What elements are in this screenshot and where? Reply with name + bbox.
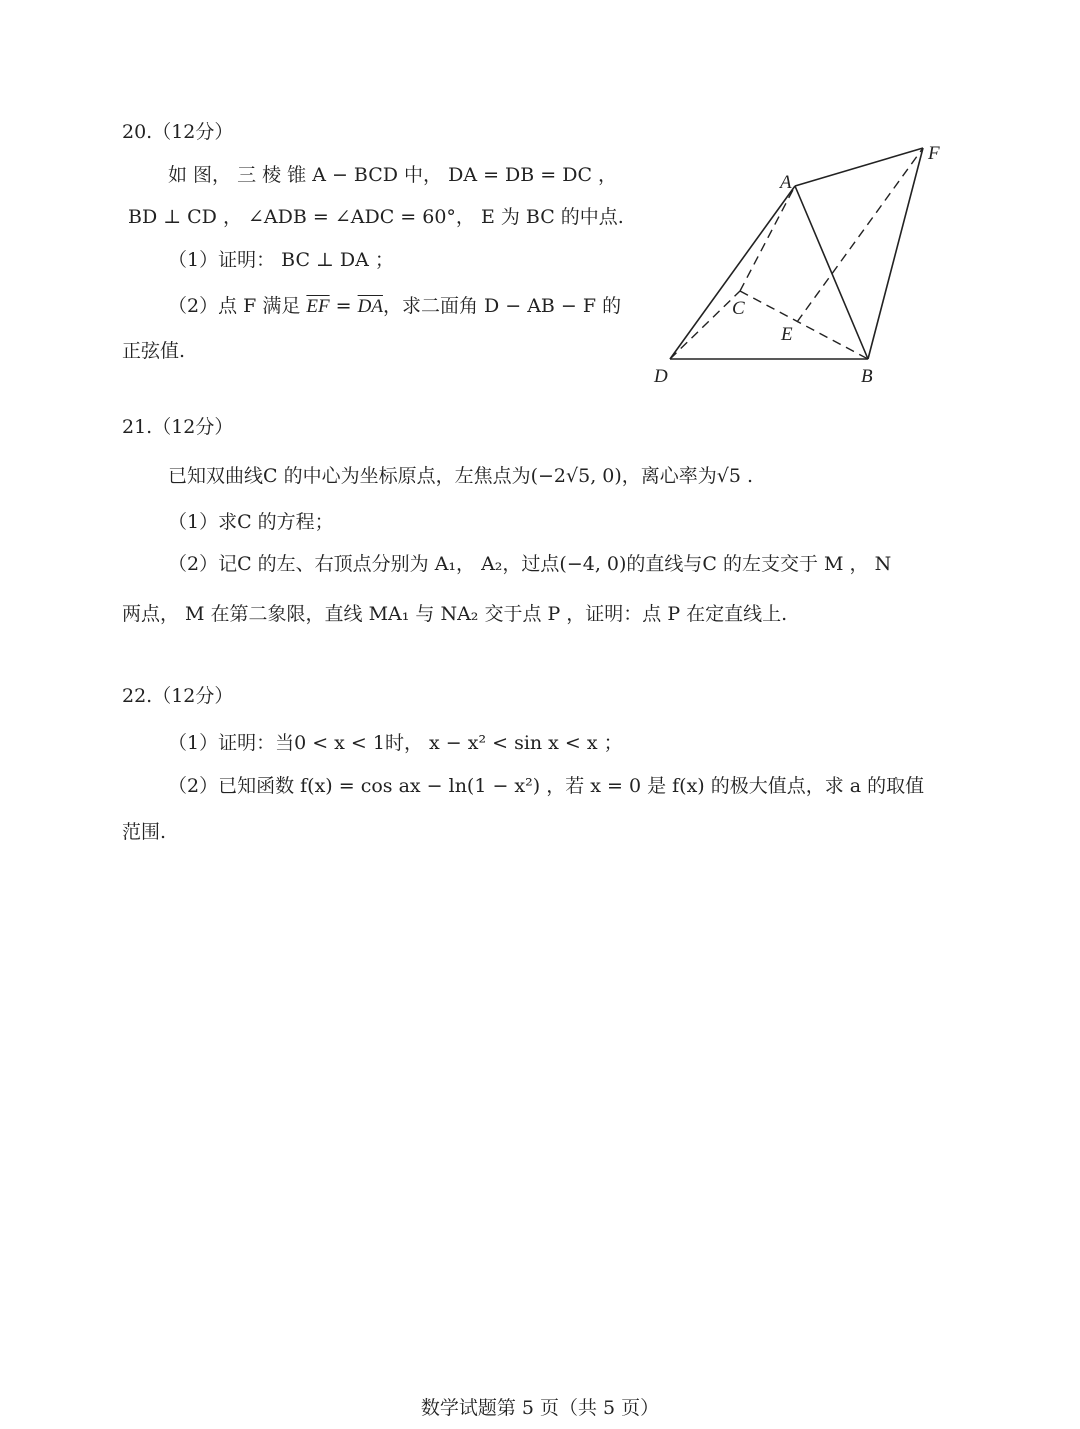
page-footer: 数学试题第 5 页（共 5 页） <box>420 1397 660 1419</box>
q21-part2-line2: 两点， M 在第二象限，直线 MA₁ 与 NA₂ 交于点 P ，证明：点 P 在定直线上. <box>122 603 788 625</box>
q21-header: 21.（12分） <box>122 416 234 438</box>
q22-header: 22.（12分） <box>122 685 234 707</box>
label-a: A <box>780 172 792 193</box>
q21-part2-line1: （2）记C 的左、右顶点分别为 A₁， A₂，过点(−4, 0)的直线与C 的左支交于 M ， N <box>168 553 892 575</box>
label-c: C <box>732 298 745 319</box>
q20-stem-line1: 如 图， 三 棱 锥 A − BCD 中， DA = DB = DC ， <box>168 164 618 186</box>
vector-da: $\overline{DA}$ <box>357 296 383 317</box>
q20-part1: （1）证明： BC ⊥ DA ； <box>168 249 394 271</box>
q22-part1: （1）证明：当0 < x < 1时， x − x² < sin x < x ； <box>168 732 623 754</box>
label-f: F <box>928 143 940 164</box>
vector-ef: $\overline{EF}$ <box>306 296 330 317</box>
q20-part2-cont: 正弦值. <box>122 340 186 362</box>
equals: = <box>329 295 358 317</box>
q20-stem-line2: BD ⊥ CD ， ∠ADB = ∠ADC = 60°， E 为 BC 的中点. <box>128 206 624 228</box>
q20-header: 20.（12分） <box>122 121 234 143</box>
q21-part1: （1）求C 的方程； <box>168 511 334 533</box>
label-b: B <box>861 366 873 387</box>
label-e: E <box>781 324 793 345</box>
q20-part2-text-b: ，求二面角 D − AB − F 的 <box>382 295 622 317</box>
tetrahedron-figure <box>0 0 1080 420</box>
q21-stem: 已知双曲线C 的中心为坐标原点，左焦点为(−2√5, 0)，离心率为√5 . <box>168 465 754 487</box>
q22-part2-line1: （2）已知函数 f(x) = cos ax − ln(1 − x²) ，若 x = 0 是 f(x) 的极大值点，求 a 的取值 <box>168 775 925 797</box>
q22-part2-line2: 范围. <box>122 821 167 843</box>
q20-part2-text-a: （2）点 F 满足 <box>168 295 307 317</box>
label-d: D <box>654 366 668 387</box>
